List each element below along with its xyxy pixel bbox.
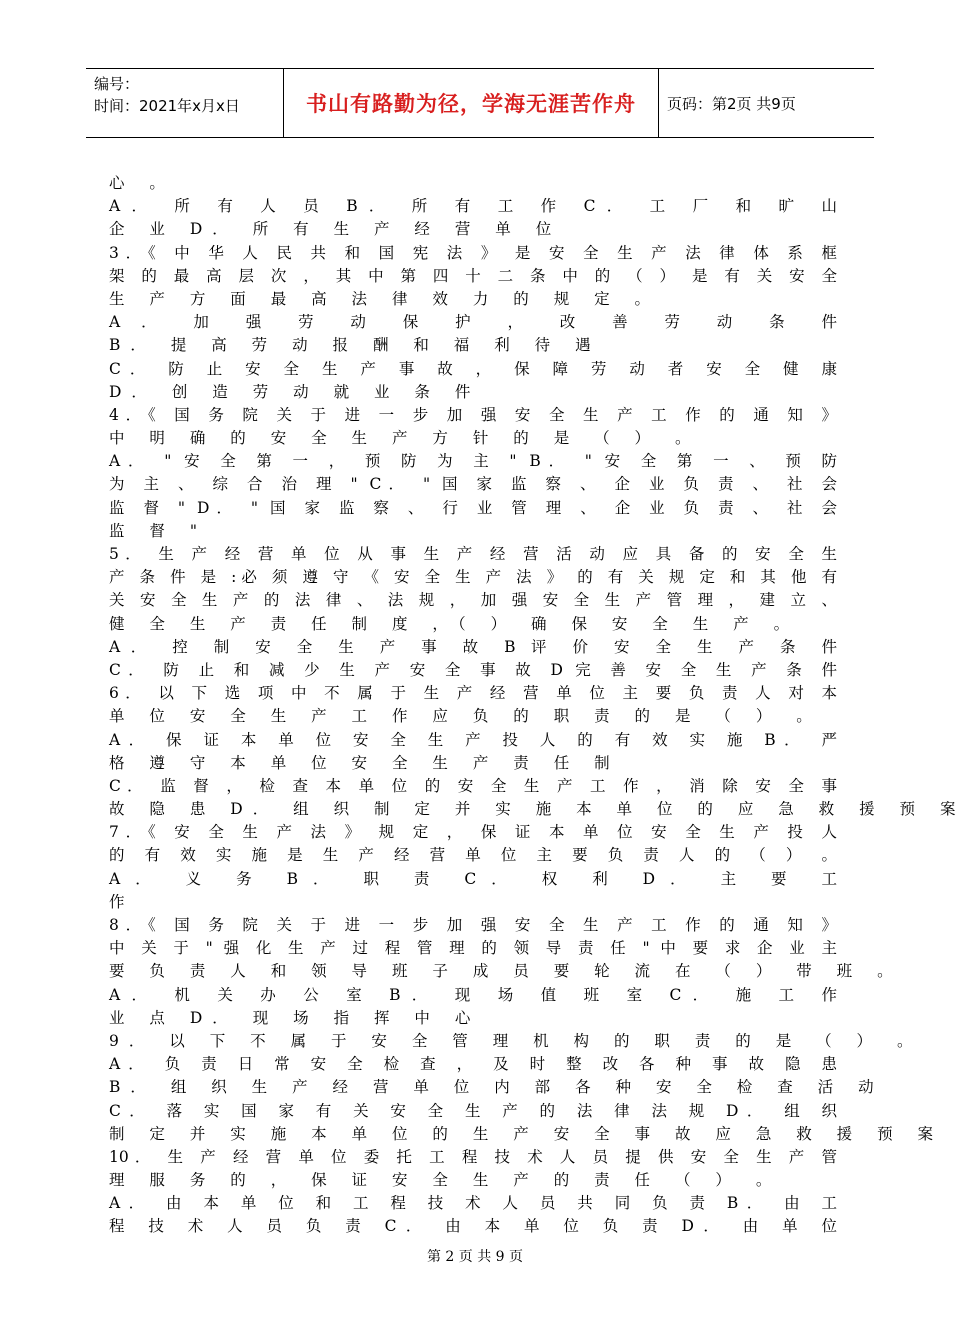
text-line: 10． 生 产 经 营 单 位 委 托 工 程 技 术 人 员 提 供 安 全 生 产 管 (109, 1147, 837, 1166)
text-line: A． 机 关 办 公 室 B． 现 场 值 班 室 C． 施 工 作 (109, 985, 837, 1004)
text-line: 制 定 并 实 施 本 单 位 的 生 产 安 全 事 故 应 急 救 援 预 案 (109, 1124, 944, 1143)
text-line: 业 点 D． 现 场 指 挥 中 心 (109, 1008, 481, 1027)
text-line: 格 遵 守 本 单 位 安 全 生 产 责 任 制 (109, 753, 620, 772)
text-line: A． 负 责 日 常 安 全 检 查 ， 及 时 整 改 各 种 事 故 隐 患 (109, 1055, 837, 1074)
text-line: 监 督 " (109, 521, 207, 540)
text-line: A． 保 证 本 单 位 安 全 生 产 投 人 的 有 效 实 施 B． 严 (109, 730, 837, 749)
text-line: 单 位 安 全 生 产 工 作 应 负 的 职 责 的 是 （ ） 。 (109, 707, 822, 726)
text-line: C． 防 止 安 全 生 产 事 故 ， 保 障 劳 动 者 安 全 健 康 (109, 359, 837, 378)
text-line: D． 创 造 劳 动 就 业 条 件 (109, 382, 481, 401)
text-line: C． 监 督 ， 检 查 本 单 位 的 安 全 生 产 工 作 ， 消 除 安 全 事 (109, 776, 837, 795)
text-line: 7．《 安 全 生 产 法 》 规 定 ， 保 证 本 单 位 安 全 生 产 投 人 (109, 823, 837, 842)
text-line: 9． 以 下 不 属 于 安 全 管 理 机 构 的 职 责 的 是 （ ） 。 (109, 1031, 923, 1050)
text-line: 监 督 " D． " 国 家 监 察 、 行 业 管 理 、 企 业 负 责 、 社 会 (109, 498, 837, 517)
text-line: 理 服 务 的 ， 保 证 安 全 生 产 的 责 任 （ ） 。 (109, 1171, 782, 1190)
text-line: C． 落 实 国 家 有 关 安 全 生 产 的 法 律 法 规 D． 组 织 (109, 1101, 837, 1120)
text-line: A ． 加 强 劳 动 保 护 ， 改 善 劳 动 条 件 (109, 313, 837, 332)
header-info-cell (86, 69, 284, 137)
text-line: A． " 安 全 第 一 ， 预 防 为 主 " B． " 安 全 第 一 、 预 防 (109, 452, 837, 471)
text-line: B． 提 高 劳 动 报 酬 和 福 利 待 遇 (109, 336, 601, 355)
text-line: 健 全 生 产 责 任 制 度 ，（ ） 确 保 安 全 生 产 。 (109, 614, 800, 633)
text-line: B． 组 织 生 产 经 营 单 位 内 部 各 种 安 全 检 查 活 动 (109, 1078, 884, 1097)
time-label: 时间：2021年x月x日 (94, 97, 240, 115)
text-line: 4．《 国 务 院 关 于 进 一 步 加 强 安 全 生 产 工 作 的 通 知 》 (109, 405, 837, 424)
text-line: 中 明 确 的 安 全 生 产 方 针 的 是 （ ） 。 (109, 429, 701, 448)
text-line: 中 关 于 " 强 化 生 产 过 程 管 理 的 领 导 责 任 " 中 要 求 企 业 主 (109, 939, 837, 958)
text-line: 架 的 最 高 层 次 ， 其 中 第 四 十 二 条 中 的 （ ） 是 有 关 安 全 (109, 266, 837, 285)
text-line: 的 有 效 实 施 是 生 产 经 营 单 位 主 要 负 责 人 的 （ ） 。 (109, 846, 837, 865)
text-line: 产 条 件 是 :必 须 遵 守 《 安 全 生 产 法 》 的 有 关 规 定 和 其 他 有 (109, 568, 837, 587)
text-line: 故 隐 患 D． 组 织 制 定 并 实 施 本 单 位 的 应 急 救 援 预 案 (109, 800, 965, 819)
text-line: 程 技 术 人 员 负 责 C． 由 本 单 位 负 责 D． 由 单 位 (109, 1217, 837, 1236)
text-line: 6． 以 下 选 项 中 不 属 于 生 产 经 营 单 位 主 要 负 责 人 对 本 (109, 684, 837, 703)
text-line: 要 负 责 人 和 领 导 班 子 成 员 要 轮 流 在 （ ） 带 班 。 (109, 962, 903, 981)
page-footer: 第 2 页 共 9 页 (426, 1249, 524, 1265)
text-line: 5． 生 产 经 营 单 位 从 事 生 产 经 营 活 动 应 具 备 的 安 全 生 (109, 545, 837, 563)
question-body (109, 172, 965, 1239)
text-line: A． 控 制 安 全 生 产 事 故 B 评 价 安 全 生 产 条 件 (109, 637, 837, 656)
text-line: A． 由 本 单 位 和 工 程 技 术 人 员 共 同 负 责 B． 由 工 (109, 1194, 837, 1213)
text-line: 生 产 方 面 最 高 法 律 效 力 的 规 定 。 (109, 289, 661, 308)
serial-number-label: 编号： (94, 75, 140, 93)
text-line: 作 (109, 892, 135, 911)
text-line: 关 安 全 生 产 的 法 律 、 法 规 ， 加 强 安 全 生 产 管 理 ， 建 立 、 (109, 591, 837, 610)
text-line: 企 业 D． 所 有 生 产 经 营 单 位 (109, 220, 562, 239)
motto-title: 书山有路勤为径，学海无涯苦作舟 (284, 69, 659, 137)
document-header (86, 68, 874, 138)
text-line: 为 主 、 综 合 治 理 " C． " 国 家 监 察 、 企 业 负 责 、 社 会 (109, 475, 837, 494)
text-line: 3．《 中 华 人 民 共 和 国 宪 法 》 是 安 全 生 产 法 律 体 系 框 (109, 243, 837, 262)
text-line: 8．《 国 务 院 关 于 进 一 步 加 强 安 全 生 产 工 作 的 通 知 》 (109, 916, 837, 934)
text-line: C． 防 止 和 减 少 生 产 安 全 事 故 D 完 善 安 全 生 产 条 件 (109, 660, 837, 679)
page-number-label: 页码：第2页 共9页 (667, 94, 796, 113)
text-line: A． 义 务 B． 职 责 C． 权 利 D． 主 要 工 (109, 869, 837, 888)
text-line: 心 。 (109, 174, 175, 192)
text-line: A． 所 有 人 员 B． 所 有 工 作 C． 工 厂 和 旷 山 (109, 197, 837, 216)
